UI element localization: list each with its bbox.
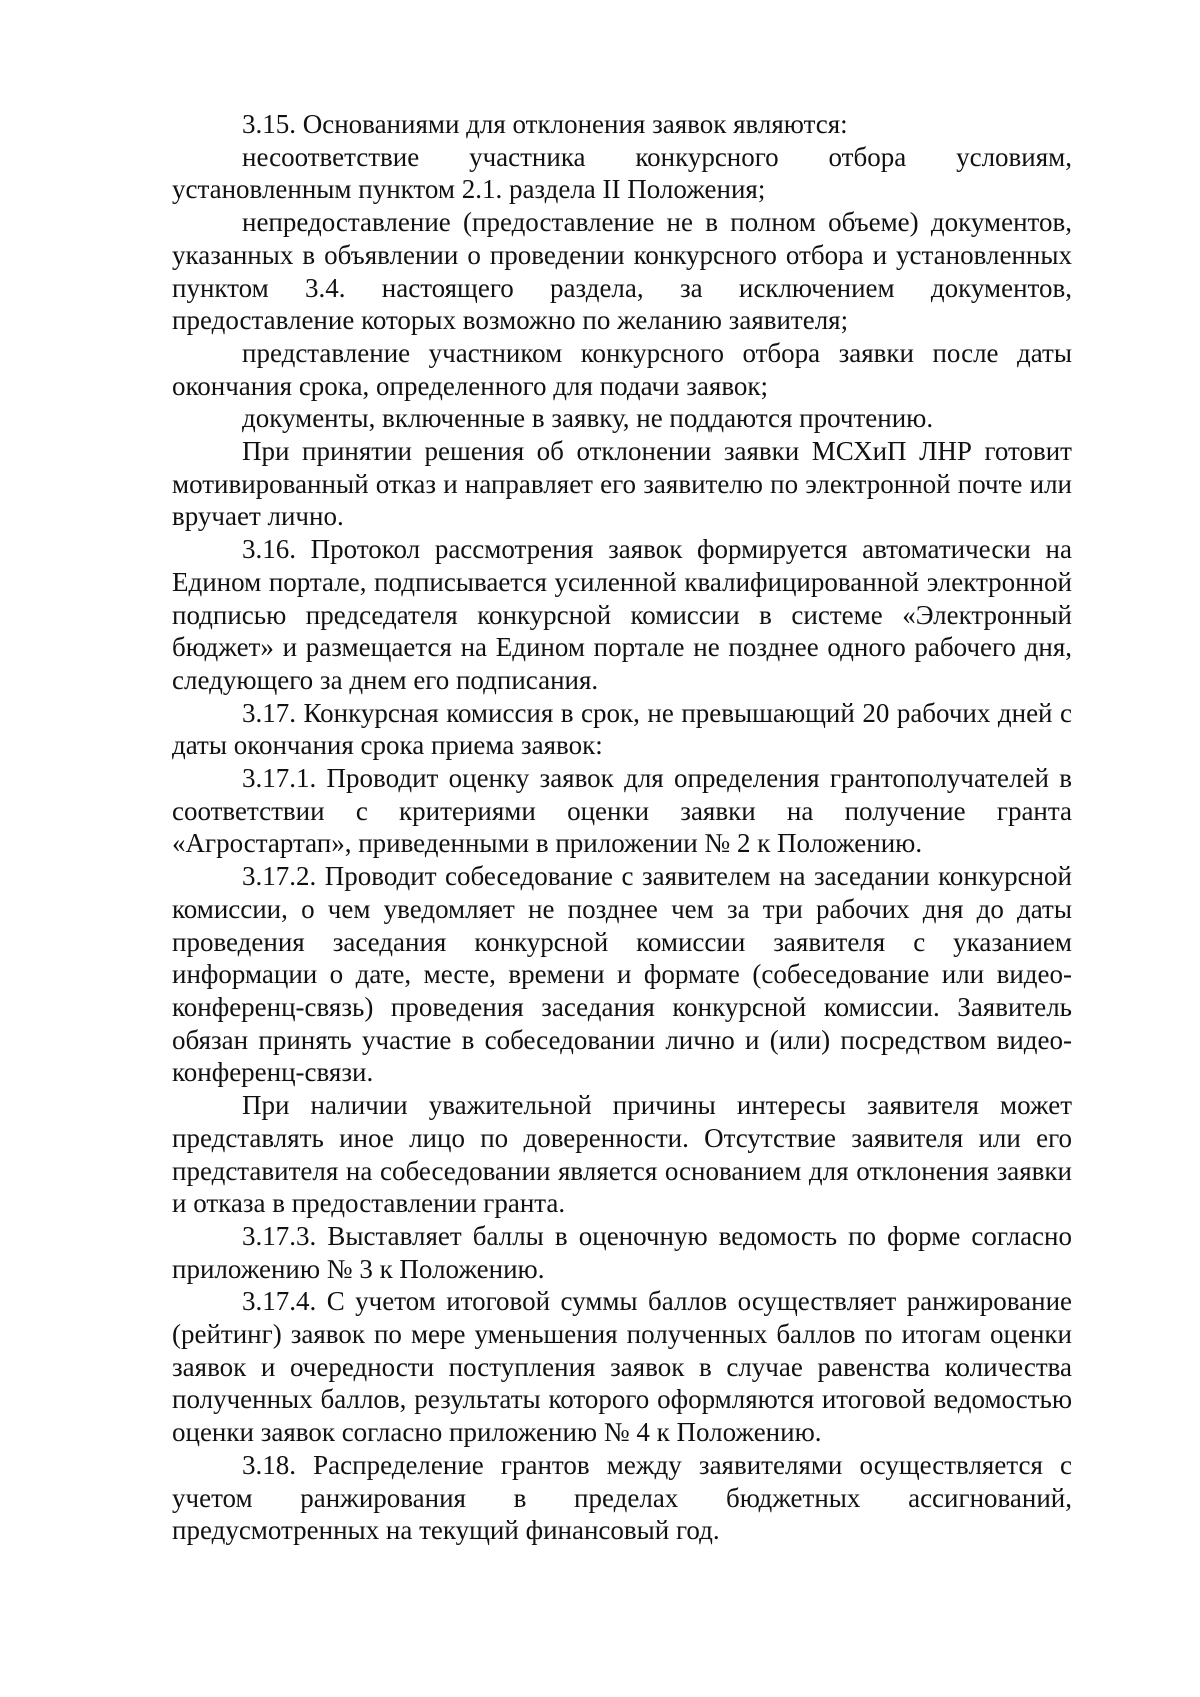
paragraph-rejection-decision: При принятии решения об отклонении заявки МСХиП ЛНР готовит мотивированный отказ и направляет его заявителю по электронной почте или вручает лично. — [172, 436, 1072, 532]
paragraph-proxy-representation: При наличии уважительной причины интересы заявителя может представлять иное лицо по доверенности. Отсутствие заявителя или его представителя на собеседовании является основанием для отклонения заявки и отказа в предоставлении гранта. — [172, 1090, 1072, 1219]
paragraph-3-17-1: 3.17.1. Проводит оценку заявок для определения грантополучателей в соответствии с критериями оценки заявки на получение гранта «Агростартап», приведенными в приложении № 2 к Положению. — [172, 763, 1072, 859]
paragraph-late-submission: представление участником конкурсного отбора заявки после даты окончания срока, определенного для подачи заявок; — [172, 337, 1072, 401]
paragraph-missing-documents: непредоставление (предоставление не в полном объеме) документов, указанных в объявлении о проведении конкурсного отбора и установленных пунктом 3.4. настоящего раздела, за исключением документов, предоставление которых возможно по желанию заявителя; — [172, 207, 1072, 336]
paragraph-3-16: 3.16. Протокол рассмотрения заявок формируется автоматически на Едином портале, подписывается усиленной квалифицированной электронной подписью председателя конкурсной комиссии в системе «Электронный бюджет» и размещается на Едином портале не позднее одного рабочего дня, следующего за днем его подписания. — [172, 534, 1072, 695]
paragraph-3-17-2: 3.17.2. Проводит собеседование с заявителем на заседании конкурсной комиссии, о чем уведомляет не позднее чем за три рабочих дня до даты проведения заседания конкурсной комиссии заявителя с указанием информации о дате, месте, времени и формате (собеседование или видео-конференц-связь) проведения заседания конкурсной комиссии. Заявитель обязан принять участие в собеседовании лично и (или) посредством видео-конференц-связи. — [172, 861, 1072, 1088]
paragraph-3-17: 3.17. Конкурсная комиссия в срок, не превышающий 20 рабочих дней с даты окончания срока приема заявок: — [172, 697, 1072, 761]
document-page — [172, 108, 1072, 1547]
paragraph-3-18: 3.18. Распределение грантов между заявителями осуществляется с учетом ранжирования в пределах бюджетных ассигнований, предусмотренных на текущий финансовый год. — [172, 1449, 1072, 1546]
paragraph-3-15: 3.15. Основаниями для отклонения заявок являются: — [242, 109, 848, 139]
paragraph-unreadable-documents: документы, включенные в заявку, не поддаются прочтению. — [242, 403, 934, 434]
paragraph-nonconformity: несоответствие участника конкурсного отбора условиям, установленным пунктом 2.1. раздела II Положения; — [172, 141, 1072, 205]
paragraph-3-17-3: 3.17.3. Выставляет баллы в оценочную ведомость по форме согласно приложению № 3 к Положению. — [172, 1220, 1072, 1284]
paragraph-3-17-4: 3.17.4. С учетом итоговой суммы баллов осуществляет ранжирование (рейтинг) заявок по мере уменьшения полученных баллов по итогам оценки заявок и очередности поступления заявок в случае равенства количества полученных баллов, результаты которого оформляются итоговой ведомостью оценки заявок согласно приложению № 4 к Положению. — [172, 1286, 1072, 1448]
